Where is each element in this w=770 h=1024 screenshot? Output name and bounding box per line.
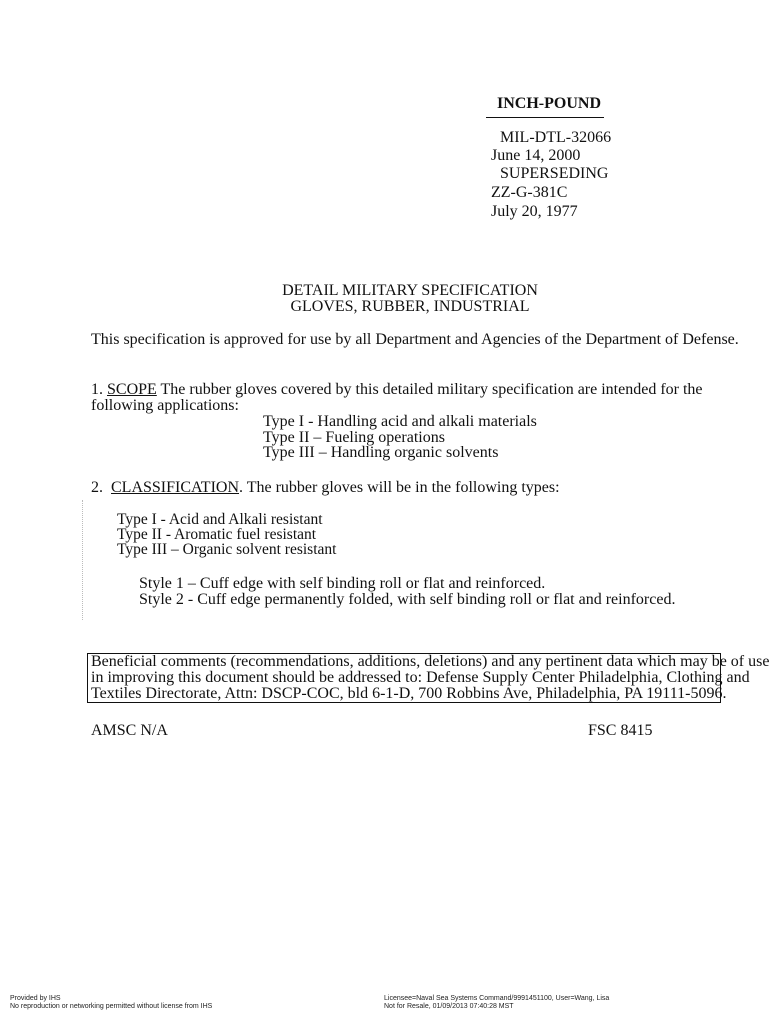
scope-heading: SCOPE [107,381,157,398]
beneficial-line-3: Textiles Directorate, Attn: DSCP-COC, bld 6-1-D, 700 Robbins Ave, Philadelphia, PA 19111-5096. [91,685,727,702]
footer-left-line-1: Provided by IHS [10,995,61,1002]
scope-text-continued: following applications: [91,397,239,414]
footer-right-line-1: Licensee=Naval Sea Systems Command/9991451100, User=Wang, Lisa [384,995,610,1002]
scope-type-1: Type I - Handling acid and alkali materials [263,413,537,430]
classification-heading: CLASSIFICATION [111,479,240,496]
scope-type-3: Type III – Handling organic solvents [263,444,499,461]
classification-text: . The rubber gloves will be in the following types: [239,479,560,496]
spec-item-title: GLOVES, RUBBER, INDUSTRIAL [290,298,530,315]
classification-paragraph [91,479,560,497]
scope-number: 1. [91,381,103,398]
classification-number: 2. [91,479,103,496]
beneficial-line-2: in improving this document should be addressed to: Defense Supply Center Philadelphia, Clothing and [91,669,750,686]
approval-statement: This specification is approved for use by all Department and Agencies of the Department of Defense. [91,331,739,348]
superseded-number: ZZ-G-381C [491,184,568,201]
fsc-label: FSC 8415 [588,722,653,739]
class-type-1: Type I - Acid and Alkali resistant [117,511,323,528]
spec-type-title: DETAIL MILITARY SPECIFICATION [282,282,538,299]
header-rule [486,117,604,118]
style-2: Style 2 - Cuff edge permanently folded, with self binding roll or flat and reinforced. [139,591,676,608]
doc-date: June 14, 2000 [491,147,581,164]
amsc-label: AMSC N/A [91,722,168,739]
footer-right-line-2: Not for Resale, 01/09/2013 07:40:28 MST [384,1003,514,1010]
inch-pound-label: INCH-POUND [497,95,601,112]
scope-type-2: Type II – Fueling operations [263,429,445,446]
superseding-label: SUPERSEDING [500,165,609,182]
beneficial-line-1: Beneficial comments (recommendations, additions, deletions) and any pertinent data which may be of use [91,653,770,670]
footer-left-line-2: No reproduction or networking permitted without license from IHS [10,1003,213,1010]
superseded-date: July 20, 1977 [491,203,578,220]
margin-marker [82,500,87,620]
scope-text: The rubber gloves covered by this detailed military specification are intended for the [156,381,703,398]
doc-number: MIL-DTL-32066 [500,129,612,146]
style-1: Style 1 – Cuff edge with self binding roll or flat and reinforced. [139,575,546,592]
class-type-2: Type II - Aromatic fuel resistant [117,526,317,543]
class-type-3: Type III – Organic solvent resistant [117,541,337,558]
beneficial-comments-box [87,653,770,703]
